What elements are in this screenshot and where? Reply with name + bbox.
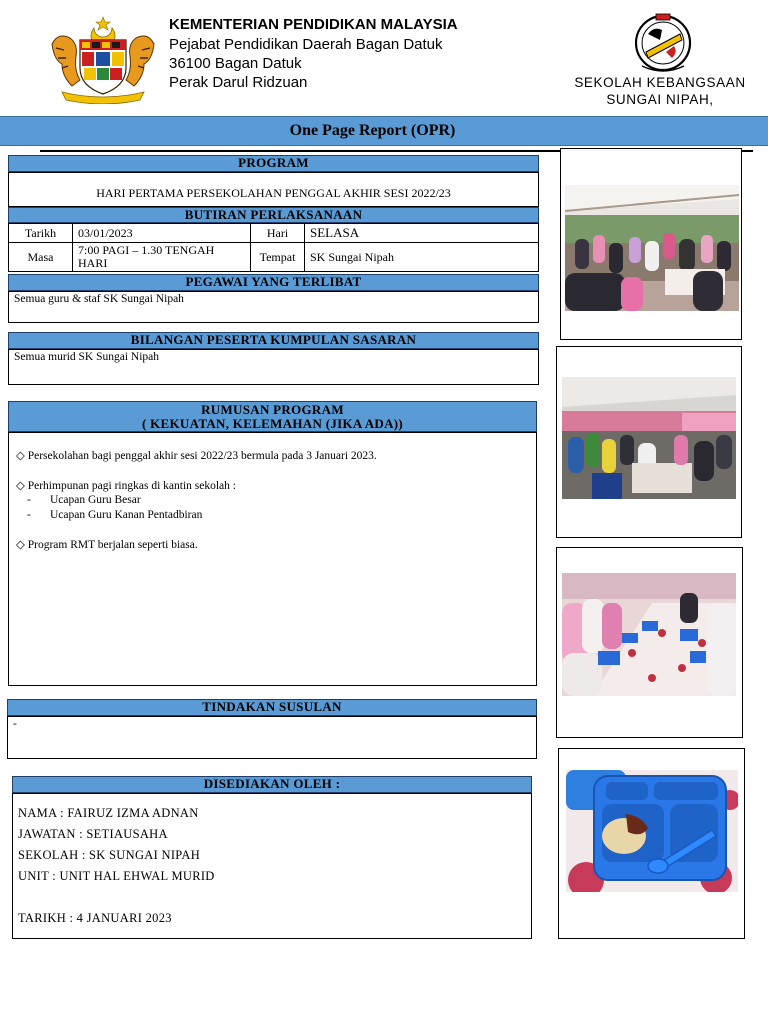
prepared-by-position: JAWATAN : SETIAUSAHA bbox=[18, 827, 168, 841]
program-name: HARI PERTAMA PERSEKOLAHAN PENGGAL AKHIR SESI 2022/23 bbox=[96, 186, 451, 200]
tindakan-box bbox=[7, 716, 537, 759]
tindakan-header: TINDAKAN SUSULAN bbox=[7, 699, 537, 716]
report-title: One Page Report (OPR) bbox=[289, 122, 456, 139]
hari-value: SELASA bbox=[304, 223, 539, 243]
tarikh-label: Tarikh bbox=[8, 223, 73, 243]
rumusan-point-2: ◇ Perhimpunan pagi ringkas di kantin sekolah : bbox=[16, 480, 236, 492]
photo-assembly-canteen bbox=[565, 185, 739, 311]
rumusan-header-line2: ( KEKUATAN, KELEMAHAN (JIKA ADA)) bbox=[141, 416, 404, 431]
tarikh-value: 03/01/2023 bbox=[72, 223, 251, 243]
masa-label: Masa bbox=[8, 242, 73, 272]
peserta-text: Semua murid SK Sungai Nipah bbox=[14, 351, 160, 363]
peserta-header: BILANGAN PESERTA KUMPULAN SASARAN bbox=[8, 332, 539, 349]
school-name-line2: SUNGAI NIPAH, bbox=[606, 92, 714, 107]
rumusan-sub-1: Ucapan Guru Besar bbox=[50, 494, 141, 506]
rumusan-sub-2: Ucapan Guru Kanan Pentadbiran bbox=[50, 509, 203, 521]
rumusan-sub-marker-2: - bbox=[27, 509, 31, 521]
prepared-by-school: SEKOLAH : SK SUNGAI NIPAH bbox=[18, 848, 201, 862]
ministry-name: KEMENTERIAN PENDIDIKAN MALAYSIA bbox=[169, 16, 458, 33]
state-name: Perak Darul Ridzuan bbox=[169, 74, 308, 91]
rumusan-point-1: ◇ Persekolahan bagi penggal akhir sesi 2022/23 bermula pada 3 Januari 2023. bbox=[16, 450, 377, 462]
photo-girls-eating bbox=[562, 573, 736, 696]
hari-label: Hari bbox=[250, 223, 305, 243]
photo-food-tray bbox=[566, 770, 738, 892]
program-header: PROGRAM bbox=[8, 155, 539, 172]
butiran-header: BUTIRAN PERLAKSANAAN bbox=[8, 207, 539, 223]
tempat-value: SK Sungai Nipah bbox=[304, 242, 539, 272]
rumusan-header bbox=[8, 401, 537, 432]
pegawai-header: PEGAWAI YANG TERLIBAT bbox=[8, 274, 539, 291]
prepared-date: TARIKH : 4 JANUARI 2023 bbox=[18, 911, 172, 925]
school-crest-icon bbox=[634, 12, 692, 74]
tempat-label: Tempat bbox=[250, 242, 305, 272]
rumusan-point-3: ◇ Program RMT berjalan seperti biasa. bbox=[16, 539, 198, 551]
prepared-by-name: NAMA : FAIRUZ IZMA ADNAN bbox=[18, 806, 199, 820]
tindakan-text: - bbox=[13, 718, 17, 730]
photo-students-eating bbox=[562, 377, 736, 499]
rumusan-sub-marker-1: - bbox=[27, 494, 31, 506]
disediakan-header: DISEDIAKAN OLEH : bbox=[12, 776, 532, 793]
prepared-by-unit: UNIT : UNIT HAL EHWAL MURID bbox=[18, 869, 215, 883]
postcode-city: 36100 Bagan Datuk bbox=[169, 55, 302, 72]
ministry-coat-of-arms-icon bbox=[44, 14, 162, 104]
district-office: Pejabat Pendidikan Daerah Bagan Datuk bbox=[169, 36, 443, 53]
masa-value: 7:00 PAGI – 1.30 TENGAH HARI bbox=[72, 242, 251, 272]
school-name-line1: SEKOLAH KEBANGSAAN bbox=[574, 75, 746, 90]
pegawai-text: Semua guru & staf SK Sungai Nipah bbox=[14, 293, 184, 305]
rumusan-header-line1: RUMUSAN PROGRAM bbox=[201, 402, 344, 417]
rumusan-box bbox=[8, 432, 537, 686]
